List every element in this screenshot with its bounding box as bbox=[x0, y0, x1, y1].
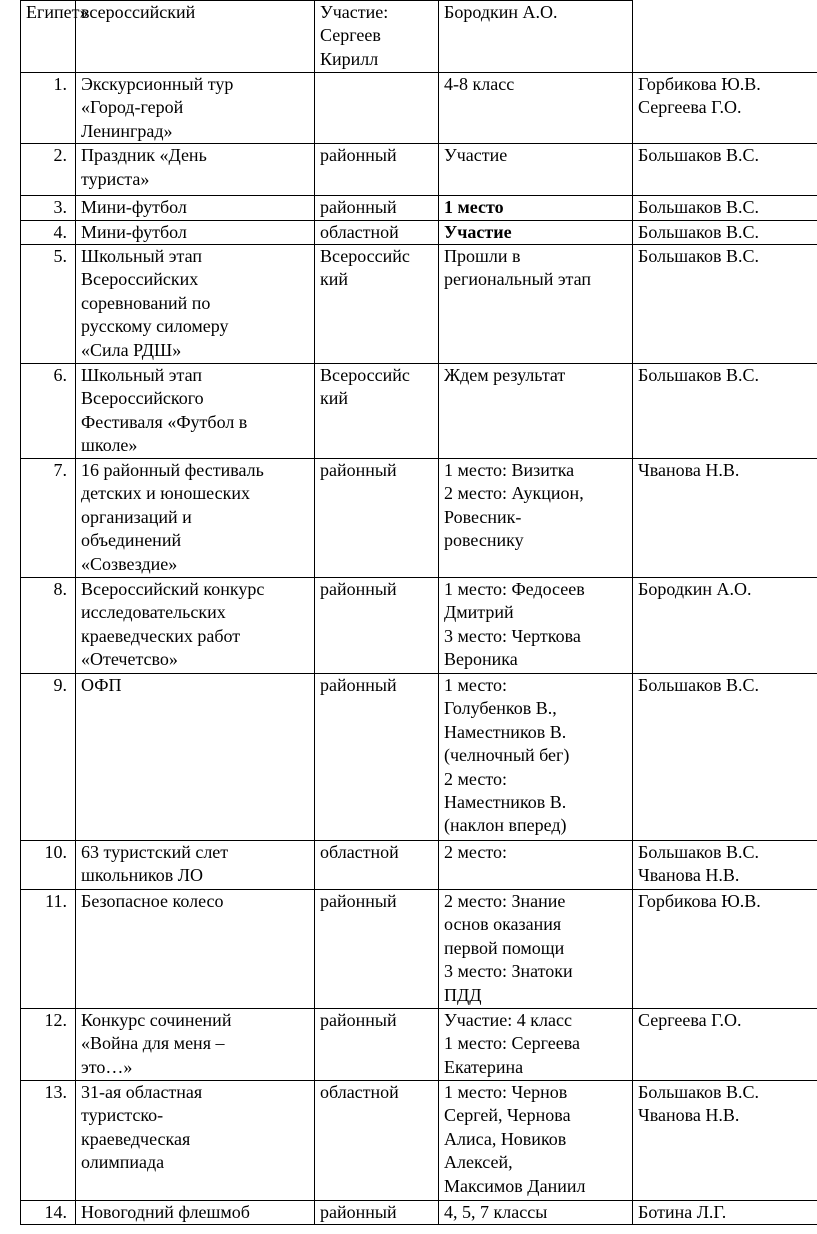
cell-event: ОФП bbox=[76, 674, 315, 841]
cell-result: Бородкин А.О. bbox=[439, 1, 633, 73]
table-row bbox=[21, 245, 817, 364]
table-row bbox=[21, 674, 817, 841]
cell-num: 3. bbox=[21, 196, 76, 220]
cell-num: 7. bbox=[21, 459, 76, 578]
cell-event: Мини-футбол bbox=[76, 196, 315, 220]
cell-level: областной bbox=[315, 220, 439, 244]
cell-event: всероссийский bbox=[76, 1, 315, 73]
table-row bbox=[21, 459, 817, 578]
cell-level: Участие: Сергеев Кирилл bbox=[315, 1, 439, 73]
cell-result: Участие bbox=[439, 220, 633, 244]
cell-responsible: Большаков В.С. bbox=[633, 144, 817, 196]
cell-result: 1 место bbox=[439, 196, 633, 220]
cell-responsible: Горбикова Ю.В. Сергеева Г.О. bbox=[633, 73, 817, 144]
cell-level: районный bbox=[315, 144, 439, 196]
cell-level: районный bbox=[315, 578, 439, 674]
table-row bbox=[21, 1201, 817, 1225]
cell-responsible: Большаков В.С. bbox=[633, 220, 817, 244]
cell-event: Безопасное колесо bbox=[76, 890, 315, 1009]
cell-result: 1 место: Голубенков В., Наместников В. (челночный бег) 2 место: Наместников В. (наклон вперед) bbox=[439, 674, 633, 841]
cell-num: 4. bbox=[21, 220, 76, 244]
cell-num: 13. bbox=[21, 1081, 76, 1201]
cell-level: Всероссийс кий bbox=[315, 364, 439, 459]
cell-responsible bbox=[633, 1, 817, 73]
cell-num: 14. bbox=[21, 1201, 76, 1225]
table-row bbox=[21, 578, 817, 674]
cell-event: Всероссийский конкурс исследовательских краеведческих работ «Отечетсво» bbox=[76, 578, 315, 674]
cell-event: Экскурсионный тур «Город-герой Ленинград» bbox=[76, 73, 315, 144]
cell-num: 12. bbox=[21, 1009, 76, 1081]
cell-level: районный bbox=[315, 459, 439, 578]
cell-event: Новогодний флешмоб bbox=[76, 1201, 315, 1225]
cell-responsible: Большаков В.С. bbox=[633, 364, 817, 459]
cell-result: 1 место: Чернов Сергей, Чернова Алиса, Новиков Алексей, Максимов Даниил bbox=[439, 1081, 633, 1201]
cell-level: областной bbox=[315, 841, 439, 890]
table-row bbox=[21, 73, 817, 144]
cell-level: областной bbox=[315, 1081, 439, 1201]
cell-responsible: Большаков В.С. bbox=[633, 674, 817, 841]
cell-event: 16 районный фестиваль детских и юношеских организаций и объединений «Созвездие» bbox=[76, 459, 315, 578]
cell-result: Прошли в региональный этап bbox=[439, 245, 633, 364]
cell-num: 2. bbox=[21, 144, 76, 196]
cell-level: районный bbox=[315, 1201, 439, 1225]
cell-result: Участие: 4 класс 1 место: Сергеева Екатерина bbox=[439, 1009, 633, 1081]
cell-num: 9. bbox=[21, 674, 76, 841]
table-row bbox=[21, 890, 817, 1009]
cell-event: Конкурс сочинений «Война для меня – это…» bbox=[76, 1009, 315, 1081]
cell-responsible: Большаков В.С. Чванова Н.В. bbox=[633, 1081, 817, 1201]
table-row bbox=[21, 196, 817, 220]
cell-event: Школьный этап Всероссийского Фестиваля «Футбол в школе» bbox=[76, 364, 315, 459]
results-table bbox=[20, 0, 817, 1225]
cell-num: 11. bbox=[21, 890, 76, 1009]
table-row bbox=[21, 1081, 817, 1201]
table-row bbox=[21, 841, 817, 890]
cell-result: 4-8 класс bbox=[439, 73, 633, 144]
cell-num: 10. bbox=[21, 841, 76, 890]
cell-responsible: Чванова Н.В. bbox=[633, 459, 817, 578]
cell-responsible: Большаков В.С. Чванова Н.В. bbox=[633, 841, 817, 890]
cell-num: 1. bbox=[21, 73, 76, 144]
cell-result: 2 место: bbox=[439, 841, 633, 890]
cell-responsible: Бородкин А.О. bbox=[633, 578, 817, 674]
cell-event: Школьный этап Всероссийских соревнований по русскому силомеру «Сила РДШ» bbox=[76, 245, 315, 364]
cell-result: Участие bbox=[439, 144, 633, 196]
cell-level bbox=[315, 73, 439, 144]
cell-level: районный bbox=[315, 890, 439, 1009]
cell-responsible: Сергеева Г.О. bbox=[633, 1009, 817, 1081]
table-row bbox=[21, 1009, 817, 1081]
cell-num: Египет» bbox=[21, 1, 76, 73]
cell-level: районный bbox=[315, 1009, 439, 1081]
cell-level: районный bbox=[315, 674, 439, 841]
cell-responsible: Горбикова Ю.В. bbox=[633, 890, 817, 1009]
cell-result: 1 место: Федосеев Дмитрий 3 место: Черткова Вероника bbox=[439, 578, 633, 674]
table-row-header-fragment bbox=[21, 1, 817, 73]
cell-event: Мини-футбол bbox=[76, 220, 315, 244]
cell-num: 8. bbox=[21, 578, 76, 674]
cell-num: 6. bbox=[21, 364, 76, 459]
table-row bbox=[21, 364, 817, 459]
table-body bbox=[21, 1, 817, 1225]
cell-event: 31-ая областная туристско- краеведческая олимпиада bbox=[76, 1081, 315, 1201]
cell-responsible: Большаков В.С. bbox=[633, 196, 817, 220]
cell-event: Праздник «День туриста» bbox=[76, 144, 315, 196]
cell-responsible: Большаков В.С. bbox=[633, 245, 817, 364]
cell-level: районный bbox=[315, 196, 439, 220]
cell-result: 1 место: Визитка 2 место: Аукцион, Ровесник- ровеснику bbox=[439, 459, 633, 578]
cell-event: 63 туристский слет школьников ЛО bbox=[76, 841, 315, 890]
table-row bbox=[21, 220, 817, 244]
cell-num: 5. bbox=[21, 245, 76, 364]
cell-result: 2 место: Знание основ оказания первой помощи 3 место: Знатоки ПДД bbox=[439, 890, 633, 1009]
table-row bbox=[21, 144, 817, 196]
cell-responsible: Ботина Л.Г. bbox=[633, 1201, 817, 1225]
cell-result: 4, 5, 7 классы bbox=[439, 1201, 633, 1225]
cell-result: Ждем результат bbox=[439, 364, 633, 459]
cell-level: Всероссийс кий bbox=[315, 245, 439, 364]
